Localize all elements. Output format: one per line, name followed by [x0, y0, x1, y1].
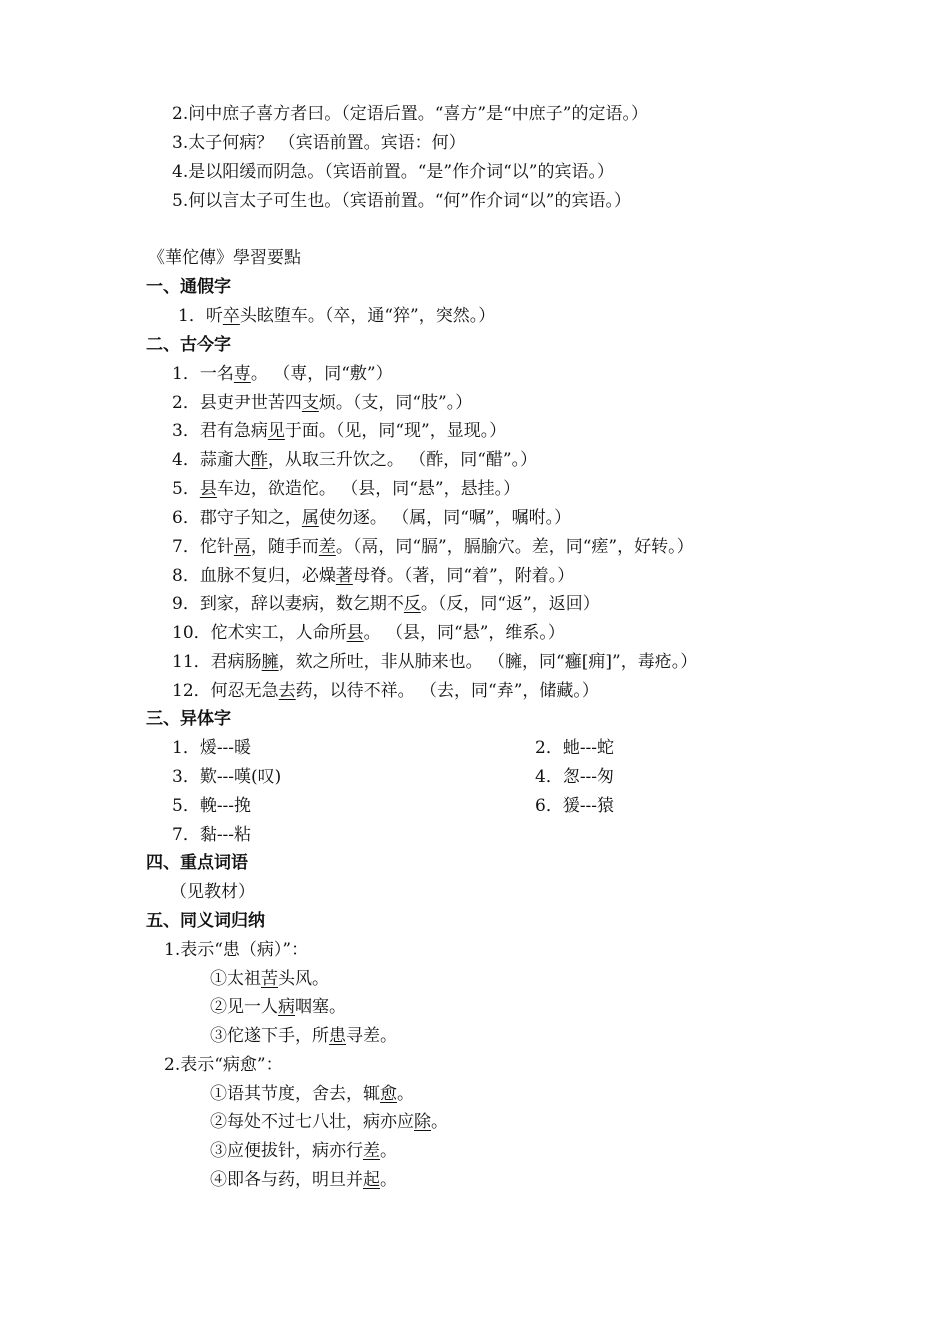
variant-item: 1．煖---暖 [172, 738, 252, 758]
variant-item: 4．怱---匆 [535, 767, 615, 787]
list-item: 11．君病肠臃，欬之所吐，非从肺来也。 （臃，同“癰[痈]”，毒疮。） [172, 652, 698, 672]
example-item: ③应便拔针，病亦行差。 [210, 1141, 397, 1161]
example-item: ②每处不过七八壮，病亦应除。 [210, 1112, 448, 1132]
example-item: ④即各与药，明旦并起。 [210, 1170, 397, 1190]
example-item: ③佗遂下手，所患寻差。 [210, 1026, 397, 1046]
list-item: 12．何忍无急去药，以待不祥。 （去，同“弆”，储藏。） [172, 681, 599, 701]
grammar-item: 3.太子何病？ （宾语前置。宾语：何） [172, 133, 466, 153]
variant-item: 5．輓---挽 [172, 796, 252, 816]
variant-item: 3．歎---嘆(叹) [172, 767, 282, 787]
variant-item: 2．虵---蛇 [535, 738, 615, 758]
variant-item: 7．黏---粘 [172, 825, 252, 845]
list-item: 3．君有急病见于面。（见，同“现”，显现。） [172, 421, 507, 441]
list-item: 8．血脉不复归，必燥著母脊。（著，同“着”，附着。） [172, 566, 575, 586]
list-item: 5．县车边，欲造佗。 （县，同“悬”，悬挂。） [172, 479, 521, 499]
list-item: 1．听卒头眩堕车。（卒，通“猝”，突然。） [178, 306, 496, 326]
list-item: 10．佗术实工，人命所县。 （县，同“悬”，维系。） [172, 623, 565, 643]
list-item: 6．郡守子知之，属使勿逐。 （属，同“嘱”，嘱咐。） [172, 508, 572, 528]
example-item: ②见一人病咽塞。 [210, 997, 346, 1017]
section-note: （见教材） [170, 882, 255, 902]
grammar-item: 4.是以阳缓而阴急。（宾语前置。“是”作介词“以”的宾语。） [172, 162, 614, 182]
example-item: ①太祖苦头风。 [210, 969, 329, 989]
group-title: 2.表示“病愈”： [164, 1055, 283, 1075]
grammar-item: 5.何以言太子可生也。（宾语前置。“何”作介词“以”的宾语。） [172, 191, 631, 211]
variant-item: 6．猨---猿 [535, 796, 615, 816]
grammar-item: 2.问中庶子喜方者曰。（定语后置。“喜方”是“中庶子”的定语。） [172, 104, 648, 124]
list-item: 9．到家，辞以妻病，数乞期不反。（反，同“返”，返回） [172, 594, 600, 614]
list-item: 1．一名専。 （専，同“敷”） [172, 364, 393, 384]
list-item: 7．佗针鬲，随手而差。（鬲，同“膈”，膈腧穴。差，同“瘥”，好转。） [172, 537, 694, 557]
section-heading-key-words: 四、重点词语 [146, 853, 248, 873]
group-title: 1.表示“患（病）”： [164, 940, 309, 960]
document-title: 《華佗傳》學習要點 [148, 248, 301, 268]
list-item: 4．蒜齑大酢，从取三升饮之。 （酢，同“醋”。） [172, 450, 538, 470]
list-item: 2．县吏尹世苦四支烦。（支，同“肢”。） [172, 393, 473, 413]
example-item: ①语其节度，舍去，辄愈。 [210, 1084, 414, 1104]
section-heading-synonyms: 五、同义词归纳 [146, 911, 265, 931]
section-heading-gujinzi: 二、古今字 [146, 335, 231, 355]
section-heading-tongjiazi: 一、通假字 [146, 277, 231, 297]
section-heading-yitizi: 三、异体字 [146, 709, 231, 729]
